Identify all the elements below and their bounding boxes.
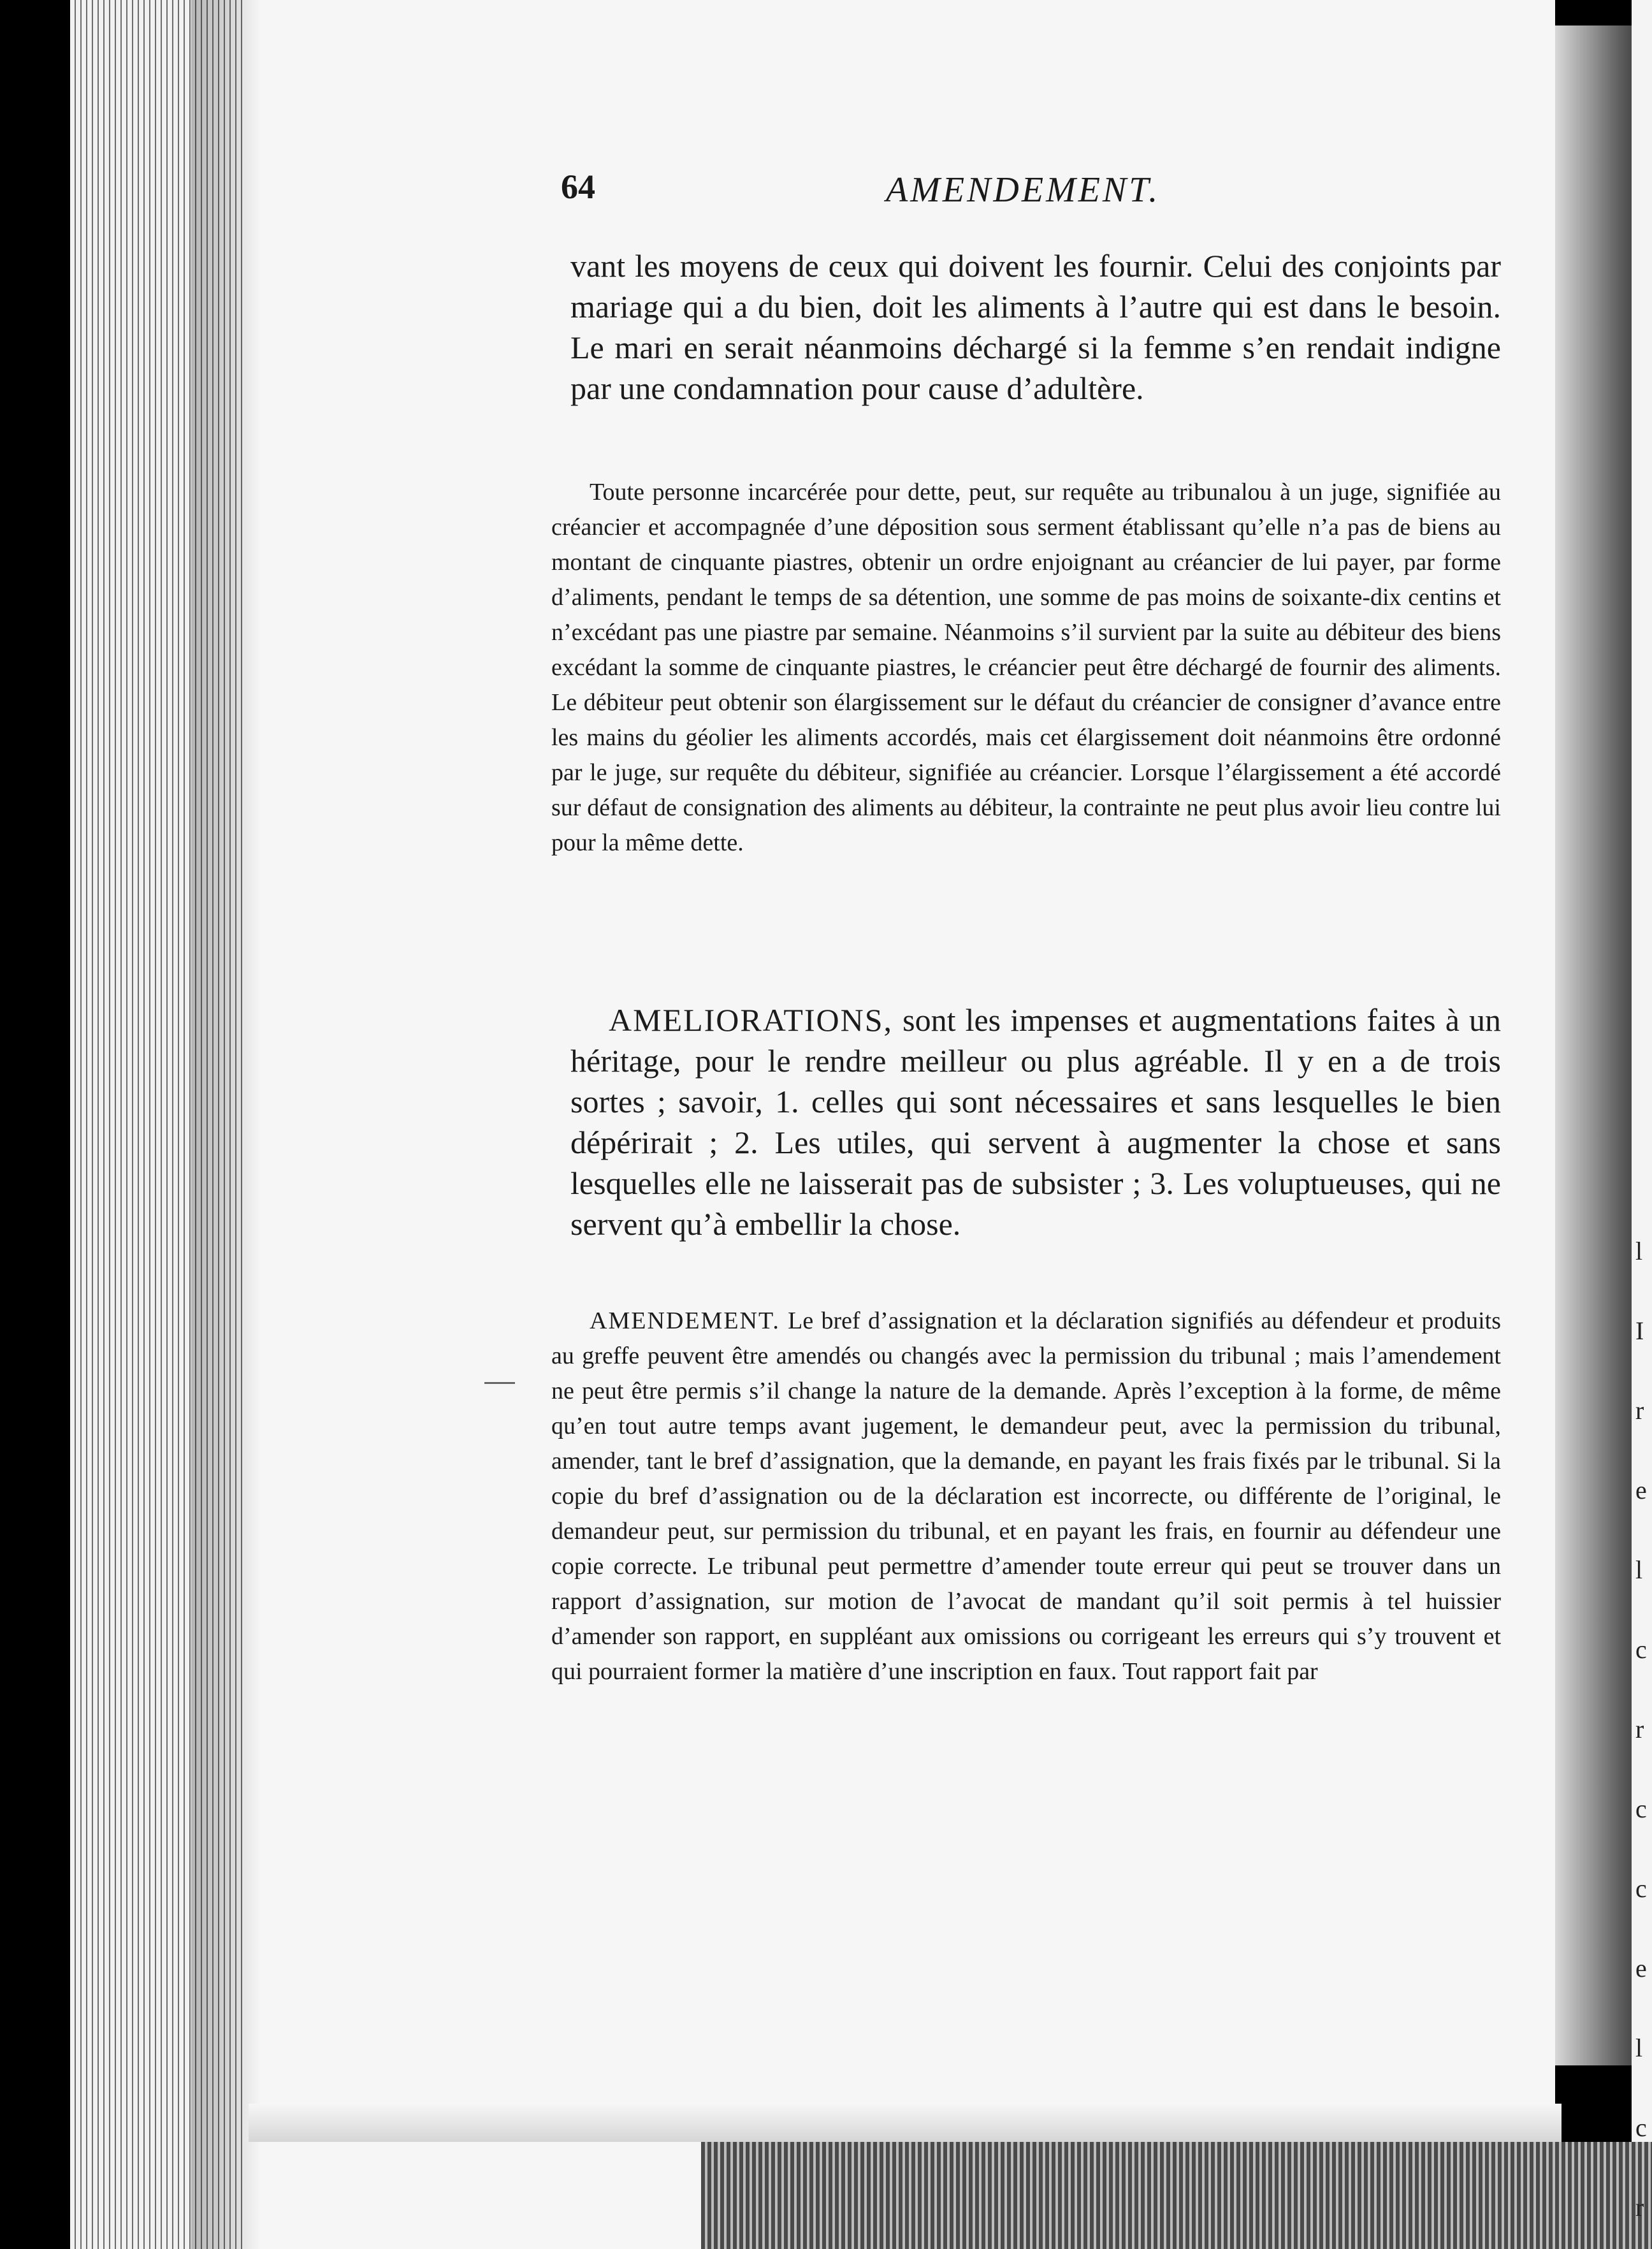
facing-letter: c	[1635, 2113, 1647, 2142]
paragraph-ameliorations	[570, 1000, 1501, 1244]
facing-letter: r	[1635, 2193, 1644, 2222]
facing-letter: I	[1635, 1316, 1644, 1345]
page-bottom-edge	[249, 2104, 1561, 2142]
scan-bottom-band	[701, 2142, 1652, 2249]
entry-head-ameliorations: AMELIORATIONS,	[609, 1002, 894, 1038]
facing-letter: c	[1635, 1874, 1647, 1903]
facing-letter: c	[1635, 1794, 1647, 1823]
page-number: 64	[561, 168, 595, 206]
facing-letter: l	[1635, 1555, 1643, 1584]
facing-letter: r	[1635, 1396, 1644, 1425]
margin-dash-mark	[484, 1382, 515, 1384]
facing-letter: e	[1635, 1954, 1647, 1983]
page-gutter-shadow	[191, 0, 261, 2249]
entry-body-amendement: Le bref d’assignation et la déclaration signifiés au défendeur et produits au greffe peuvent être amendés ou changés avec la permission du tribunal ; mais l’amendement ne peut être permis s’il change la nature de la demande. Après l’exception à la forme, de même qu’en tout autre temps avant jugement, le demandeur peut, avec la permission du tribunal, amender, tant le bref d’assignation, que la demande, en payant les frais fixés par le tribunal. Si la copie du bref d’assignation ou de la déclaration est incorrecte, ou différente de l’original, le demandeur peut, sur permission du tribunal, et en payant les frais, en fournir au défendeur une copie correcte. Le tribunal peut permettre d’amender toute erreur qui peut se trouver dans un rapport d’assignation, sur motion de l’avocat de mandant qu’il soit permis à tel huissier d’amender son rapport, en suppléant aux omissions ou corrigeant les erreurs qui s’y trouvent et qui pourraient former la matière d’une inscription en faux. Tout rapport fait par	[551, 1307, 1501, 1685]
paragraph-amendement	[551, 1304, 1501, 1689]
paragraph-aliments-end: vant les moyens de ceux qui doivent les fournir. Celui des conjoints par mariage qui a du bien, doit les aliments à l’autre qui est dans le besoin. Le mari en serait néanmoins déchargé si la femme s’en rendait indigne par une condamnation pour cause d’adultère.	[570, 248, 1501, 406]
facing-letter: c	[1635, 1635, 1647, 1664]
page-title: AMENDEMENT.	[886, 170, 1161, 210]
facing-letter: l	[1635, 1237, 1643, 1265]
paragraph-incarceration: Toute personne incarcérée pour dette, peut, sur requête au tribunalou à un juge, signifiée au créancier et accompagnée d’une déposition sous serment établissant qu’elle n’a pas de biens au montant de cinquante piastres, obtenir un ordre enjoignant au créancier de lui payer, par forme d’aliments, pendant le temps de sa détention, une somme de pas moins de soixante-dix centins et n’excédant pas une piastre par semaine. Néanmoins s’il survient par la suite au débiteur des biens excédant la somme de cinquante piastres, le créancier peut être déchargé de fournir des aliments. Le débiteur peut obtenir son élargissement sur le défaut du créancier de consigner d’avance entre les mains du géolier les aliments accordés, mais cet élargissement doit néanmoins être ordonné par le juge, sur requête du débiteur, signifiée au créancier. Lorsque l’élargissement a été accordé sur défaut de consignation des aliments au débiteur, la contrainte ne peut plus avoir lieu contre lui pour la même dette.	[551, 479, 1501, 856]
entry-head-amendement: AMENDEMENT.	[590, 1307, 780, 1334]
facing-letter: e	[1635, 1476, 1647, 1504]
facing-page-letters	[1635, 1211, 1651, 2247]
facing-letter: l	[1635, 2034, 1643, 2062]
running-head	[561, 167, 1198, 218]
facing-letter: r	[1635, 1715, 1644, 1743]
entry-body-ameliorations: sont les impenses et augmentations faites à un héritage, pour le rendre meilleur ou plus agréable. Il y en a de trois sortes ; savoir, 1. celles qui sont nécessaires et sans lesquelles le bien dépérirait ; 2. Les utiles, qui servent à augmenter la chose et sans lesquelles elle ne laisserait pas de subsister ; 3. Les voluptueuses, qui ne servent qu’à embellir la chose.	[570, 1002, 1501, 1242]
